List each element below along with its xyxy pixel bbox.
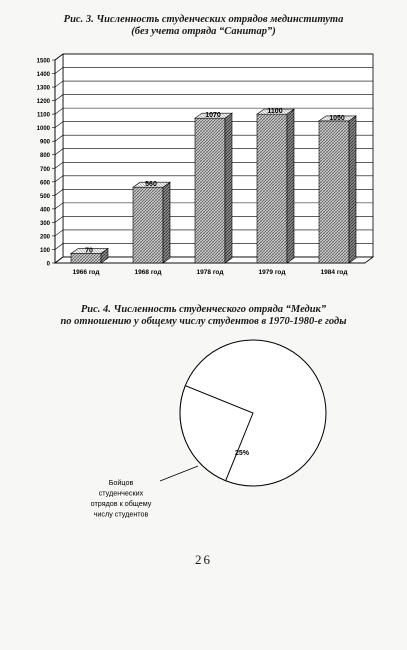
bar-chart bbox=[0, 44, 407, 284]
x-tick-label: 1984 год bbox=[320, 269, 348, 276]
y-tick-label: 1400 bbox=[36, 72, 50, 79]
y-tick-label: 100 bbox=[39, 247, 50, 254]
y-tick-label: 1100 bbox=[36, 112, 50, 119]
data-label: 1070 bbox=[205, 112, 221, 120]
y-tick-label: 900 bbox=[39, 139, 50, 146]
annotation-line: студенческих bbox=[98, 488, 144, 498]
x-tick-label: 1968 год bbox=[134, 269, 162, 276]
bar bbox=[257, 109, 294, 263]
y-tick-label: 1300 bbox=[36, 85, 50, 92]
data-label: 1100 bbox=[267, 108, 283, 116]
y-tick-label: 200 bbox=[39, 234, 50, 241]
y-tick-label: 1200 bbox=[36, 99, 50, 106]
x-tick-label: 1966 год bbox=[72, 269, 100, 276]
page-number: 26 bbox=[195, 552, 212, 567]
y-tick-label: 800 bbox=[39, 153, 50, 160]
bar-front bbox=[71, 254, 101, 263]
figure3-caption-line2: (без учета отряда “Санитар”) bbox=[131, 26, 276, 37]
x-tick-label: 1978 год bbox=[196, 269, 224, 276]
bar-front bbox=[257, 114, 287, 263]
y-tick-label: 400 bbox=[39, 207, 50, 214]
data-label: 560 bbox=[145, 181, 157, 189]
y-tick-label: 1500 bbox=[36, 58, 50, 65]
bar-side bbox=[225, 113, 232, 263]
figure3-caption-line1: Рис. 3. Численность студенческих отрядов мединститута bbox=[63, 14, 344, 25]
y-tick-label: 0 bbox=[46, 261, 50, 268]
bar-side bbox=[287, 109, 294, 263]
annotation-line: числу студентов bbox=[93, 509, 149, 519]
bar-side bbox=[163, 182, 170, 263]
y-tick-label: 300 bbox=[39, 220, 50, 227]
data-label: 1050 bbox=[329, 114, 345, 122]
figure4-caption-line2: по отношению у общему числу студентов в 1970-1980-е годы bbox=[60, 316, 347, 327]
bar-front bbox=[319, 121, 349, 263]
y-tick-label: 700 bbox=[39, 166, 50, 173]
annotation-line: отрядов к общему bbox=[90, 499, 152, 508]
bar bbox=[195, 113, 232, 263]
y-tick-label: 1000 bbox=[36, 126, 50, 133]
bar-front bbox=[195, 118, 225, 263]
pie-chart bbox=[0, 330, 407, 540]
annotation-line: Бойцов bbox=[108, 478, 134, 487]
pie-slice-label: 25% bbox=[234, 450, 250, 457]
y-tick-label: 600 bbox=[39, 180, 50, 187]
data-label: 70 bbox=[85, 247, 93, 255]
bar-side bbox=[349, 116, 356, 263]
x-tick-label: 1979 год bbox=[258, 269, 286, 276]
bar-front bbox=[133, 187, 163, 263]
chart-side-wall bbox=[55, 54, 63, 263]
y-tick-label: 500 bbox=[39, 193, 50, 200]
figure4-caption-line1: Рис. 4. Численность студенческого отряда “Медик” bbox=[80, 304, 327, 315]
bar bbox=[319, 116, 356, 263]
annotation-leader bbox=[160, 466, 198, 481]
bar bbox=[133, 182, 170, 263]
